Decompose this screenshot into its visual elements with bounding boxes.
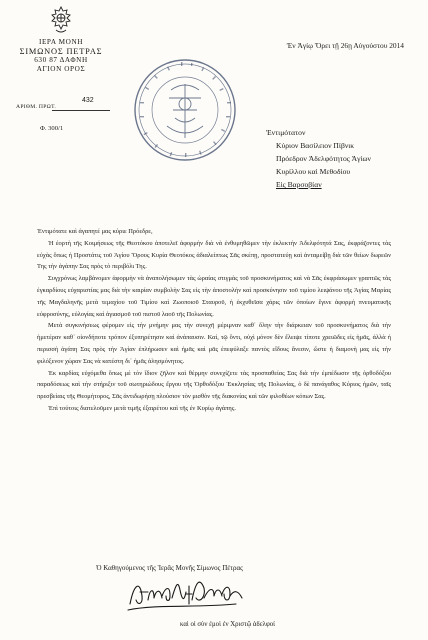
- recipient-line: Πρόεδρον Ἀδελφότητος Ἁγίων: [276, 154, 371, 163]
- letterhead-line: ΣΙΜΩΝΟΣ ΠΕΤΡΑΣ: [19, 47, 103, 56]
- letterhead-line: ΑΓΙΟΝ ΟΡΟΣ: [36, 65, 86, 73]
- recipient-block: [266, 126, 371, 191]
- handwritten-signature: [126, 574, 248, 616]
- protocol-value: 432: [82, 97, 94, 104]
- body-paragraph: Ἐκ καρδίας εὐχόμεθα ὅπως μὲ τὸν ἴδιον ζῆλον καὶ θέρμην συνεχίζετε τὰς προσπαθείας Σας διὰ τὴν ἐμπέδωσιν τῆς ὀρθοδόξου παραδόσεως καὶ τὴν στήριξιν τοῦ σωτηριώδους ἔργου τῆς Ὀρθοδόξου Ἐκκλησίας τῆς Πολωνίας, ὁ δὲ πανάγαθος Κύριος ἡμῶν, ταῖς πρεσβείαις τῆς Θεομήτορος, Σᾶς ἀντιδωρήσῃ πλούσιον τὸν μισθὸν τῆς διακονίας καὶ τῶν φιλοθέων κόπων Σας.: [37, 369, 391, 401]
- letterhead: [6, 4, 116, 74]
- body-paragraph: Μετὰ συγκινήσεως φέρομεν εἰς τὴν μνήμην μας τὴν συνεχῆ μέριμναν καθ᾽ ὅλην τὴν διάρκειαν τοῦ προσκυνήματος διὰ τὴν ἡμετέραν καθ᾽ οἱονδήποτε τρόπον ἐξυπηρέτησιν καὶ ἀνάπαυσιν. Καί, τῷ ὄντι, οὐχὶ μόνον δὲν ἔλειψε τίποτε χρειῶδες εἰς ἡμᾶς, ἀλλὰ ἡ περισσὴ ἀγάπη Σας πρὸς τὴν Ἁγίαν ἐπλήρωσεν καὶ ἡμᾶς καὶ μᾶς ἐπεφύλαξε παντὸς εἴδους ἄνεσιν, ὥστε ἡ διαμονὴ μας εἰς τὴν φιλόξενον χώραν Σας νὰ κατέστη δι᾽ ἡμᾶς ἀλησμόνητος.: [37, 322, 391, 365]
- protocol-rule: [52, 110, 110, 111]
- body-paragraph: Ἡ ἑορτὴ τῆς Κοιμήσεως τῆς Θεοτόκου ἀποτελεῖ ἀφορμὴν διὰ νὰ ἐνθυμηθῶμεν τὴν ἐκλεκτὴν Ἀδελφότητά Σας, ἐκφράζοντες τὰς εὐχὰς ὅπως ἡ Προστάτις τοῦ Ἁγίου Ὄρους Κυρία Θεοτόκος ἀδιαλείπτως Σᾶς σκέπῃ, προστατεύῃ καὶ ἀνταμείβῃ διὰ τῶν θείων δωρεῶν Της τὴν ἀγάπην Σας πρὸς τὸ περιβόλι Της.: [37, 239, 391, 271]
- letterhead-line: ΙΕΡΑ ΜΟΝΗ: [38, 38, 84, 46]
- monastery-seal-stamp: [131, 56, 239, 164]
- recipient-line: Κύριον Βασίλειον Πίβνικ: [276, 141, 355, 150]
- brethren-line: καὶ οἱ σὺν ἐμοὶ ἐν Χριστῷ ἀδελφοί: [180, 621, 275, 628]
- file-reference: Φ. 300/1: [40, 125, 64, 132]
- letter-body: [37, 226, 391, 415]
- letterhead-line: 630 87 ΔΑΦΝΗ: [34, 56, 88, 64]
- monastery-crest-icon: [48, 6, 74, 34]
- protocol-label: ΑΡΙΘΜ. ΠΡΩΤ.: [16, 104, 57, 110]
- body-paragraph: Συγχρόνως λαμβάνομεν ἀφορμὴν νὰ ἀναπολήσωμεν τὰς ὡραίας στιγμὰς τοῦ προσκυνήματος καὶ νὰ Σᾶς ἐκφράσωμεν γραπτῶς τὰς ἐγκαρδίους εὐχαριστίας μας διὰ τὴν καιρίαν συμβολὴν Σας εἰς τὴν ἀποστολὴν καὶ προσκύνησιν τοῦ τιμίου λειψάνου τῆς Ἁγίας Μαρίας τῆς Μαγδαληνῆς μετὰ τεμαχίου τοῦ Τιμίου καὶ Ζωοποιοῦ Σταυροῦ, ἡ ἐκχυθεῖσα χάρις τῶν ὁποίων ἔγινε ἀφορμὴ πνευματικῆς εὐφροσύνης, εὐλογίας καὶ ἁγιασμοῦ τοῦ πιστοῦ λαοῦ τῆς Πολωνίας.: [37, 275, 391, 318]
- body-paragraph: Ἐπὶ τούτοις διατελοῦμεν μετὰ τιμῆς ἐξαιρέτου καὶ τῆς ἐν Κυρίῳ ἀγάπης.: [48, 404, 236, 412]
- recipient-line: Εἰς Βαρσοβίαν: [276, 180, 322, 189]
- letter-date: Ἐν Ἁγίῳ Ὄρει τῇ 26ῃ Αὐγούστου 2014: [286, 41, 404, 50]
- protocol-number: [12, 98, 108, 114]
- closing-line: Ὁ Καθηγούμενος τῆς Ἱερᾶς Μονῆς Σίμωνος Πέτρας: [96, 564, 243, 572]
- recipient-line: Κυρίλλου καὶ Μεθοδίου: [276, 167, 351, 176]
- salutation: Ἐντιμότατε καὶ ἀγαπητέ μας κύριε Πρόεδρε,: [37, 228, 153, 235]
- recipient-line: Ἐντιμότατον: [266, 128, 306, 137]
